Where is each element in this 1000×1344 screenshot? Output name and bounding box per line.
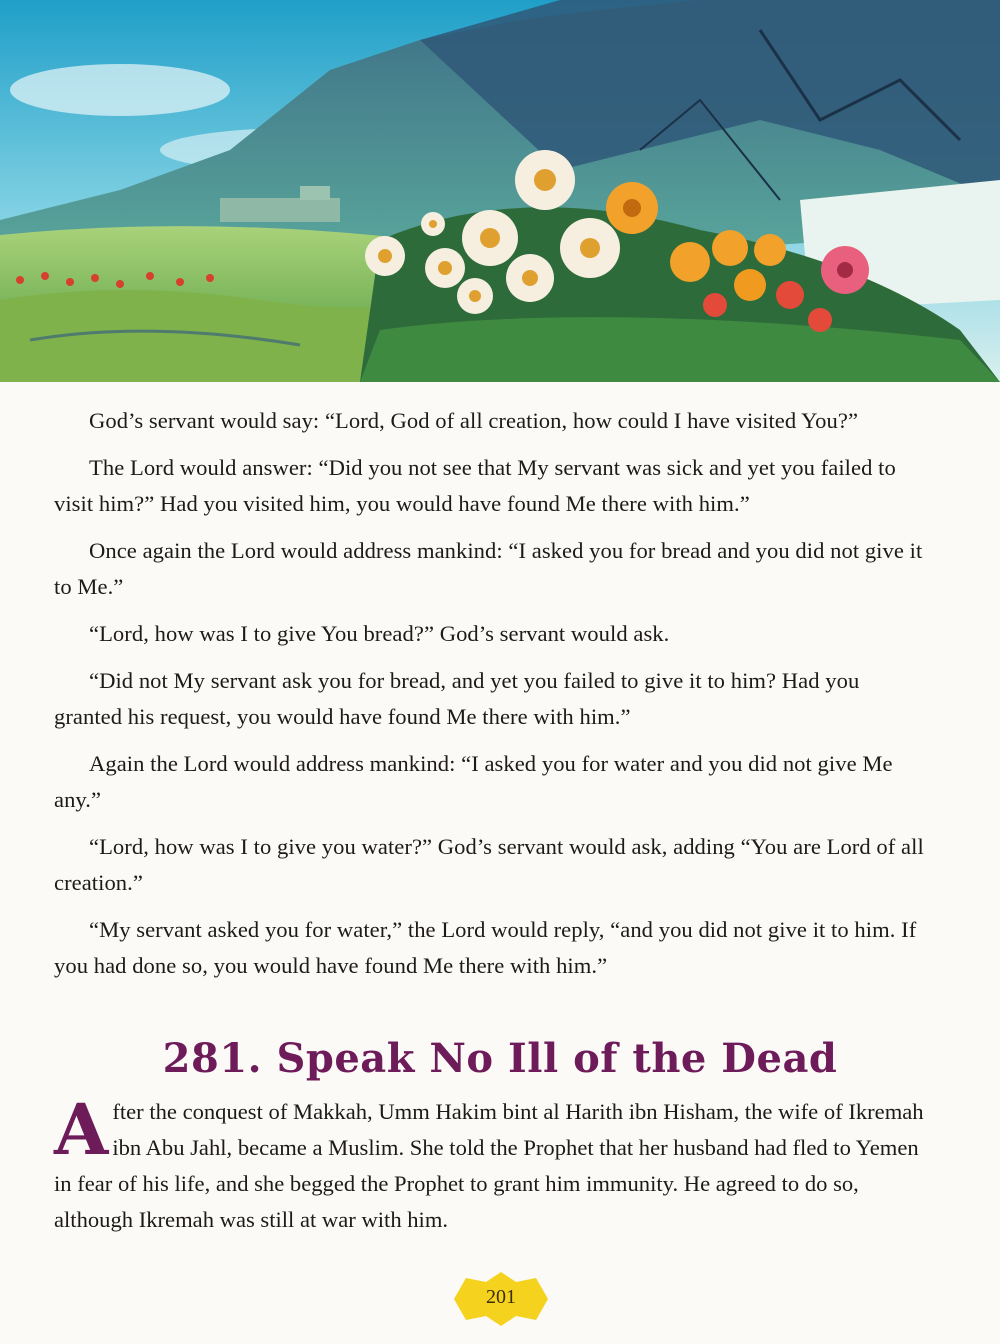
paragraph: “Lord, how was I to give you water?” God’s servant would ask, adding “You are Lord of all creation.” <box>54 834 924 895</box>
mountain-valley-flowers-illustration <box>0 0 1000 382</box>
body-text <box>54 403 924 995</box>
paragraph: “Lord, how was I to give You bread?” God’s servant would ask. <box>89 621 670 646</box>
page-number: 201 <box>486 1286 516 1308</box>
paragraph: The Lord would answer: “Did you not see that My servant was sick and yet you failed to visit him?” Had you visited him, you would have found Me there with him.” <box>54 455 896 516</box>
section-heading: 281. Speak No Ill of the Dead <box>162 1035 838 1082</box>
paragraph: Once again the Lord would address mankind: “I asked you for bread and you did not give it to Me.” <box>54 538 923 599</box>
section-paragraph <box>54 1088 926 1238</box>
section-text: fter the conquest of Makkah, Umm Hakim bint al Harith ibn Hisham, the wife of Ikremah ibn Abu Jahl, became a Muslim. She told the Prophet that her husband had fled to Yemen in fear of his life, and she begged the Prophet to grant him immunity. He agreed to do so, although Ikremah was still at war with him. <box>54 1099 924 1232</box>
paragraph: “My servant asked you for water,” the Lord would reply, “and you did not give it to him. If you had done so, you would have found Me there with him.” <box>54 917 917 978</box>
paragraph: “Did not My servant ask you for bread, and yet you failed to give it to him? Had you granted his request, you would have found Me there with him.” <box>54 668 860 729</box>
paragraph: God’s servant would say: “Lord, God of all creation, how could I have visited You?” <box>89 408 859 433</box>
paragraph: Again the Lord would address mankind: “I asked you for water and you did not give Me any.” <box>54 751 893 812</box>
drop-cap: A <box>54 1088 109 1171</box>
